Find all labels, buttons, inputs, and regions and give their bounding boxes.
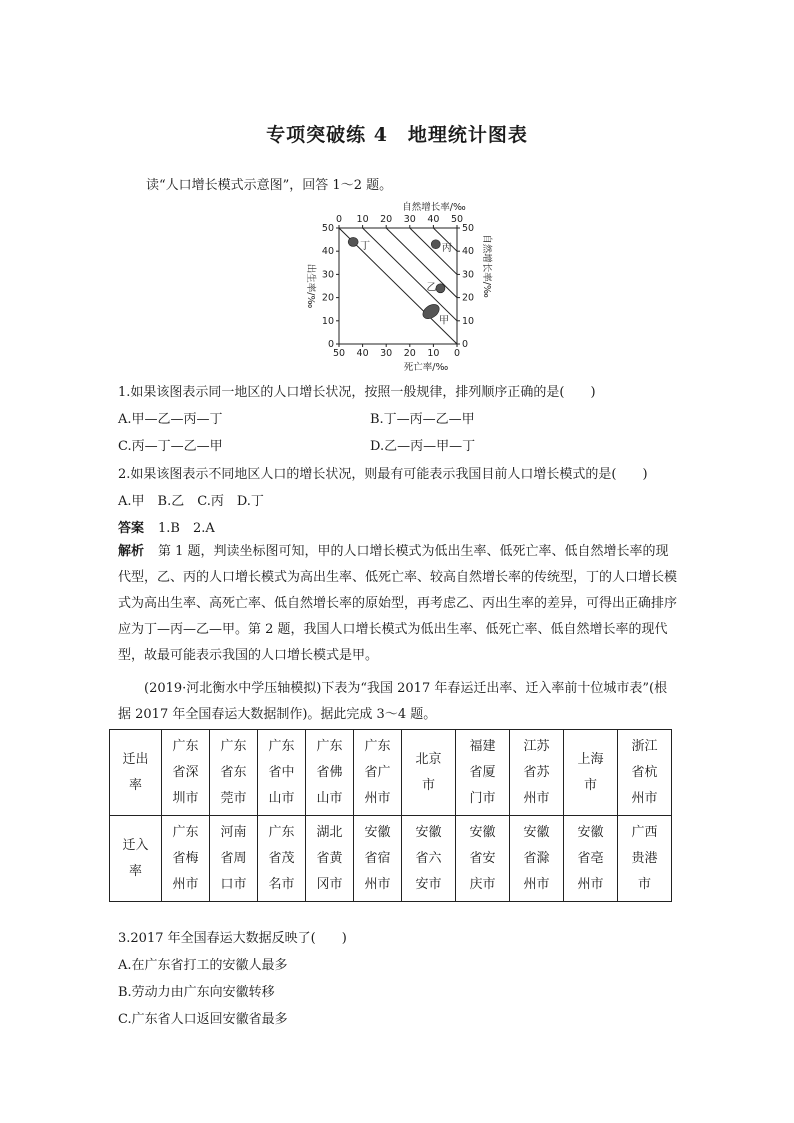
- table-row: [110, 730, 672, 816]
- table-cell: 广西贵港市: [631, 824, 658, 892]
- right-tick-label: 50: [462, 223, 475, 234]
- q2-stem: 2.如果该图表示不同地区人口的增长状况，则最有可能表示我国目前人口增长模式的是( ): [118, 467, 648, 482]
- left-axis-title: 出生率/‰: [305, 263, 316, 309]
- right-tick-label: 0: [462, 339, 469, 350]
- point-label: 丁: [360, 240, 371, 252]
- table-cell: 江苏省苏州市: [523, 738, 550, 806]
- table-cell: 北京市: [415, 751, 442, 793]
- left-tick-label: 10: [321, 315, 334, 327]
- table-cell: 安徽省滁州市: [523, 824, 550, 892]
- top-tick-label: 20: [380, 214, 393, 225]
- table-cell: 安徽省亳州市: [577, 824, 604, 892]
- answer-line: [118, 517, 215, 536]
- data-point: [348, 237, 358, 246]
- table-cell: 广东省深圳市: [172, 738, 199, 806]
- left-tick-label: 40: [321, 246, 334, 258]
- analysis-text: 第 1 题，判读坐标图可知，甲的人口增长模式为低出生率、低死亡率、低自然增长率的现代型，乙、丙的人口增长模式为高出生率、低死亡率、较高自然增长率的传统型，丁的人口增长模式为高出生率、高死亡率、低自然增长率的原始型，再考虑乙、丙出生率的差异，可得出正确排序应为丁—丙—乙—甲。第 2 题，我国人口增长模式为低出生率、低死亡率、低自然增长率的现代型，故最可能表示我国的人口增长模式是甲。: [118, 544, 678, 663]
- left-tick-label: 20: [321, 292, 334, 304]
- left-tick-label: 30: [321, 269, 334, 281]
- table-row: [110, 816, 672, 902]
- data-point: [436, 284, 445, 293]
- table-cell: 广东省茂名市: [268, 824, 295, 892]
- table-cell: 湖北省黄冈市: [316, 824, 343, 892]
- q2-options: A.甲 B.乙 C.丙 D.丁: [118, 494, 264, 509]
- data-point: [431, 240, 440, 249]
- analysis-paragraph: [118, 539, 678, 669]
- left-tick-label: 50: [321, 223, 334, 234]
- q3-stem: 3.2017 年全国春运大数据反映了( ): [118, 931, 347, 946]
- growth-line: [363, 228, 457, 321]
- table-cell: 福建省厦门市: [469, 738, 496, 806]
- q1-option-c: C.丙—丁—乙—甲: [118, 439, 223, 454]
- table-cell: 广东省广州市: [364, 738, 391, 806]
- table-cell: 广东省中山市: [268, 738, 295, 806]
- population-growth-chart: [296, 196, 496, 376]
- table-cell: 浙江省杭州市: [631, 738, 658, 806]
- answer-text: 1.B 2.A: [158, 521, 215, 536]
- q1-option-b: B.丁—丙—乙—甲: [370, 412, 475, 427]
- top-tick-label: 10: [356, 214, 369, 225]
- q1-stem: 1.如果该图表示同一地区的人口增长状况，按照一般规律，排列顺序正确的是( ): [118, 385, 596, 400]
- table-cell: 安徽省安庆市: [469, 824, 496, 892]
- right-tick-label: 10: [462, 315, 475, 327]
- growth-line: [386, 228, 457, 298]
- point-label: 甲: [439, 315, 450, 327]
- q1-option-a: A.甲—乙—丙—丁: [118, 412, 223, 427]
- table-cell: 上海市: [577, 751, 604, 793]
- right-tick-label: 20: [462, 292, 475, 304]
- table-cell: 广东省佛山市: [316, 738, 343, 806]
- q3-option-a: A.在广东省打工的安徽人最多: [118, 958, 288, 973]
- bottom-tick-label: 20: [403, 348, 416, 359]
- analysis-label: 解析: [118, 544, 145, 559]
- page-title: 专项突破练 4 地理统计图表: [266, 124, 528, 146]
- row-header-in: 迁入率: [122, 837, 149, 879]
- point-label: 乙: [426, 282, 437, 294]
- migration-table: [109, 729, 672, 902]
- q1-option-d: D.乙—丙—甲—丁: [370, 439, 476, 454]
- intro-paragraph-2: [118, 676, 678, 728]
- row-header-out: 迁出率: [122, 751, 149, 793]
- table-cell: 河南省周口市: [220, 824, 247, 892]
- top-axis-title: 自然增长率/‰: [402, 202, 466, 213]
- table-cell: 广东省东莞市: [220, 738, 247, 806]
- table-cell: 广东省梅州市: [172, 824, 199, 892]
- top-tick-label: 40: [427, 214, 440, 225]
- intro-text-1: 读“人口增长模式示意图”，回答 1～2 题。: [146, 178, 393, 193]
- q3-option-c: C.广东省人口返回安徽省最多: [118, 1012, 288, 1027]
- point-label: 丙: [441, 243, 452, 255]
- bottom-tick-label: 50: [332, 348, 346, 359]
- bottom-tick-label: 30: [380, 348, 393, 359]
- bottom-tick-label: 10: [427, 348, 440, 359]
- top-tick-label: 30: [403, 214, 416, 225]
- right-axis-title: 自然增长率/‰: [481, 234, 492, 298]
- top-tick-label: 0: [335, 214, 343, 225]
- top-tick-label: 50: [450, 214, 464, 225]
- q3-option-b: B.劳动力由广东向安徽转移: [118, 985, 275, 1000]
- left-tick-label: 0: [327, 339, 334, 350]
- bottom-axis-title: 死亡率/‰: [403, 362, 449, 373]
- table-cell: 安徽省六安市: [415, 824, 442, 892]
- right-tick-label: 40: [462, 246, 475, 258]
- intro-text-2: (2019·河北衡水中学压轴模拟)下表为“我国 2017 年春运迁出率、迁入率前十位城市表”(根据 2017 年全国春运大数据制作)。据此完成 3～4 题。: [118, 681, 668, 722]
- bottom-tick-label: 40: [356, 348, 369, 359]
- table-cell: 安徽省宿州市: [364, 824, 391, 892]
- answer-label: 答案: [118, 521, 145, 536]
- right-tick-label: 30: [462, 269, 475, 281]
- bottom-tick-label: 0: [453, 348, 461, 359]
